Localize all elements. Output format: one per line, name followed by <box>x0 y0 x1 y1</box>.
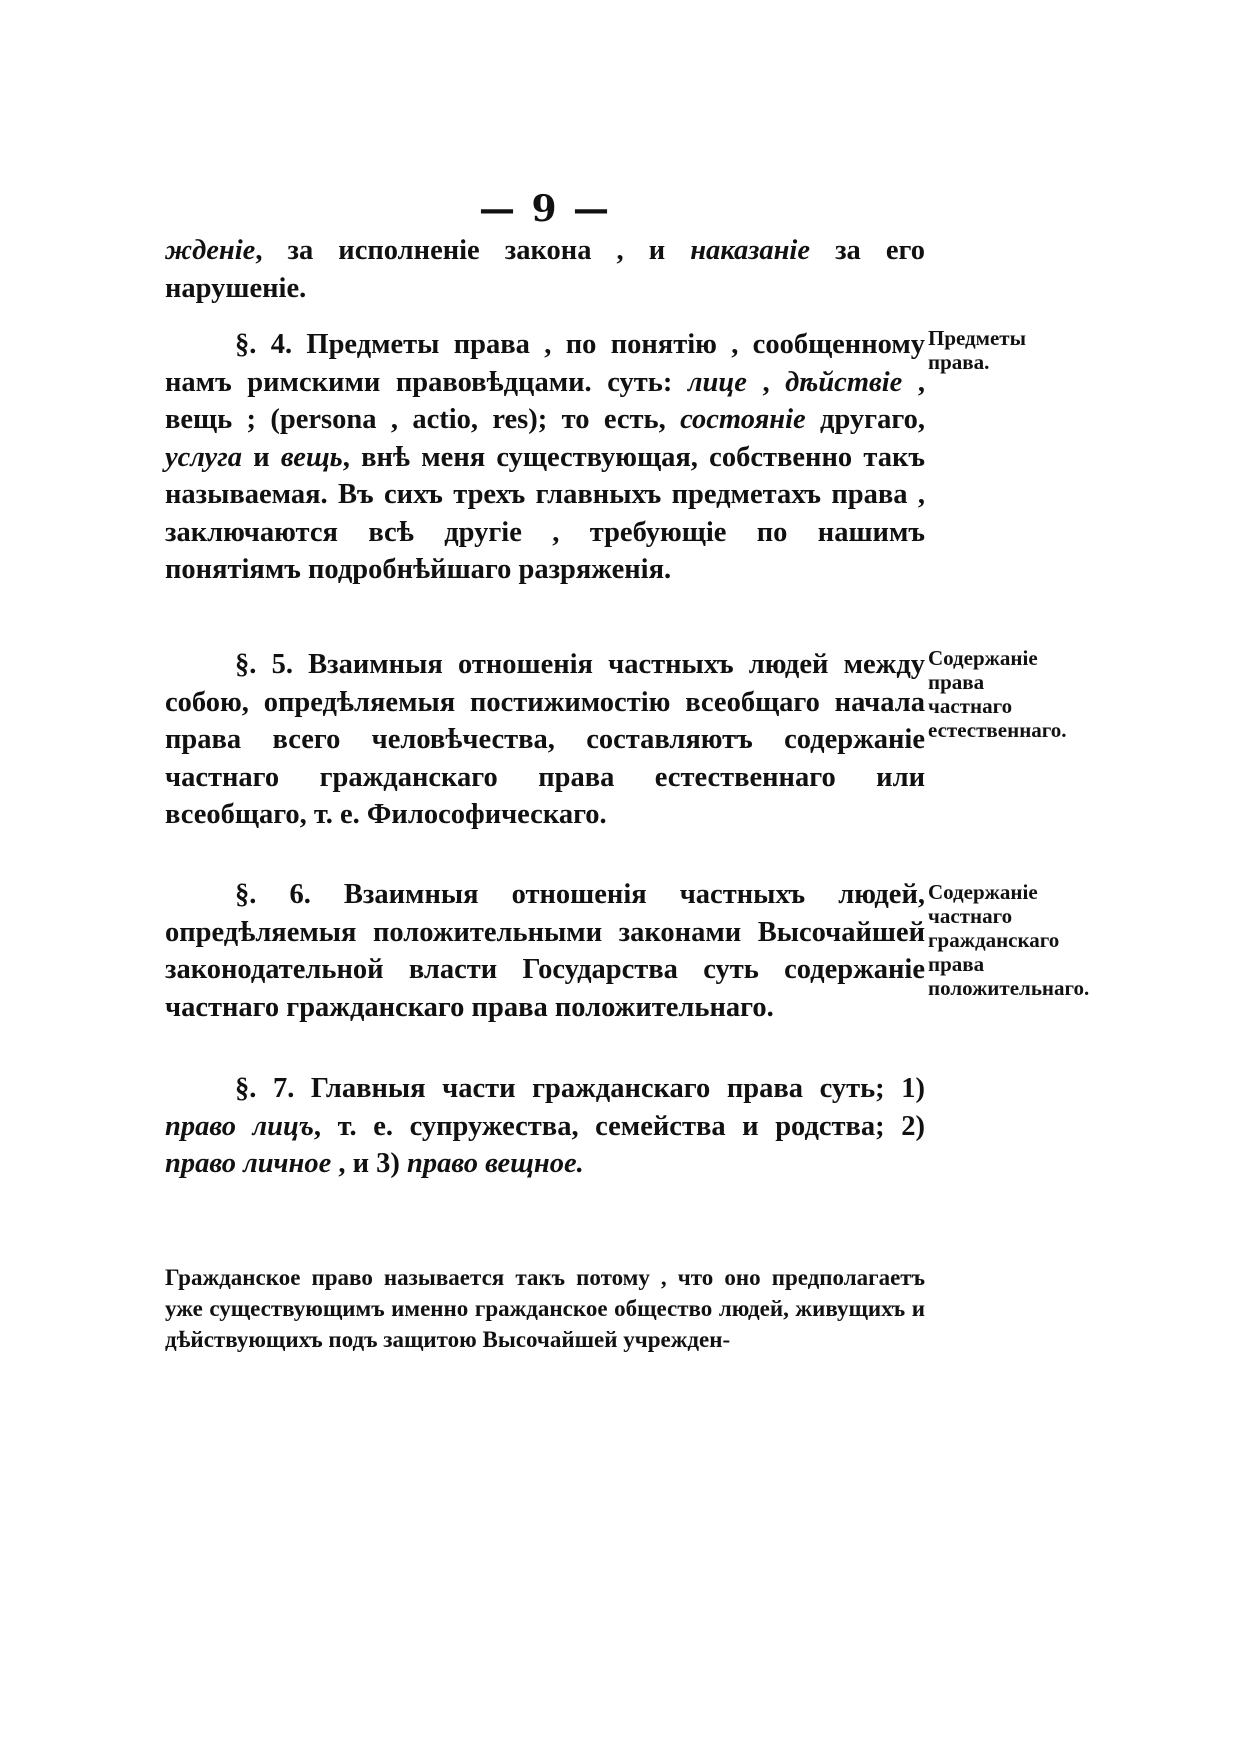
italic-term: жденіе <box>165 235 256 266</box>
italic-term: лице <box>687 366 747 398</box>
section-6 <box>165 876 925 1026</box>
italic-term: услуга <box>165 441 242 473</box>
text-run: , вещь ; (persona , actio, res); то есть, <box>165 366 925 435</box>
section-4 <box>165 326 925 589</box>
text-run: , и 3) <box>331 1148 408 1179</box>
text-run: §. 5. Взаимныя отношенія частныхъ людей между собою, опредѣляемыя постижимостію всеобщаго начала права всего человѣчества, составляютъ содержаніе частнаго гражданскаго права естественнаго или всеобщаго, т. е. Философическаго. <box>165 649 925 830</box>
text-run: , <box>746 366 786 398</box>
text-run: , за исполненіе закона , и <box>255 235 691 266</box>
margin-note-section-6: Содержаніе частнаго гражданскаго права положительнаго. <box>928 880 1090 1000</box>
text-run: другаго, <box>805 404 925 435</box>
text-run: , т. е. супружества, семейства и родства; 2) <box>313 1110 925 1142</box>
italic-term: наказаніе <box>690 235 811 266</box>
margin-note-section-4: Предметы права. <box>928 326 1027 374</box>
italic-term: дѣйствіе <box>785 366 903 398</box>
text-run: §. 4. Предметы права , по понятію , сообщенному намъ римскими правовѣдцами. суть: <box>165 329 925 398</box>
text-run: и <box>241 441 281 473</box>
text-run: §. 7. Главныя части гражданскаго права суть; 1) <box>235 1073 925 1104</box>
section-5 <box>165 646 925 834</box>
text-run: , внѣ меня существующая, собственно такъ называемая. Въ сихъ трехъ главныхъ предметахъ права , заключаются всѣ другіе , требующіе по нашимъ понятіямъ подробнѣйшаго разряженія. <box>165 441 925 585</box>
italic-term: право личное <box>165 1148 332 1179</box>
continuation-text <box>165 232 925 307</box>
footnote <box>165 1262 925 1355</box>
italic-term: право вещное. <box>407 1148 584 1179</box>
margin-note-section-5: Содержаніе права частнаго естественнаго. <box>928 646 1067 742</box>
page-number: — 9 — <box>478 188 612 230</box>
section-7 <box>165 1070 925 1183</box>
text-run: §. 6. Взаимныя отношенія частныхъ людей, опредѣляемыя положительными законами Высочайшей законодательной власти Государства суть содержаніе частнаго гражданскаго права положительнаго. <box>165 879 925 1023</box>
italic-term: состояніе <box>680 404 806 435</box>
italic-term: право лицъ <box>165 1110 314 1142</box>
text-run: за его нарушеніе. <box>165 235 925 304</box>
italic-term: вещь <box>280 441 343 473</box>
text-run: Гражданское право называется такъ потому , что оно предполагаетъ уже существующимъ именно гражданское общество людей, живущихъ и дѣйствующихъ подъ защитою Высочайшей учрежден- <box>165 1265 925 1352</box>
